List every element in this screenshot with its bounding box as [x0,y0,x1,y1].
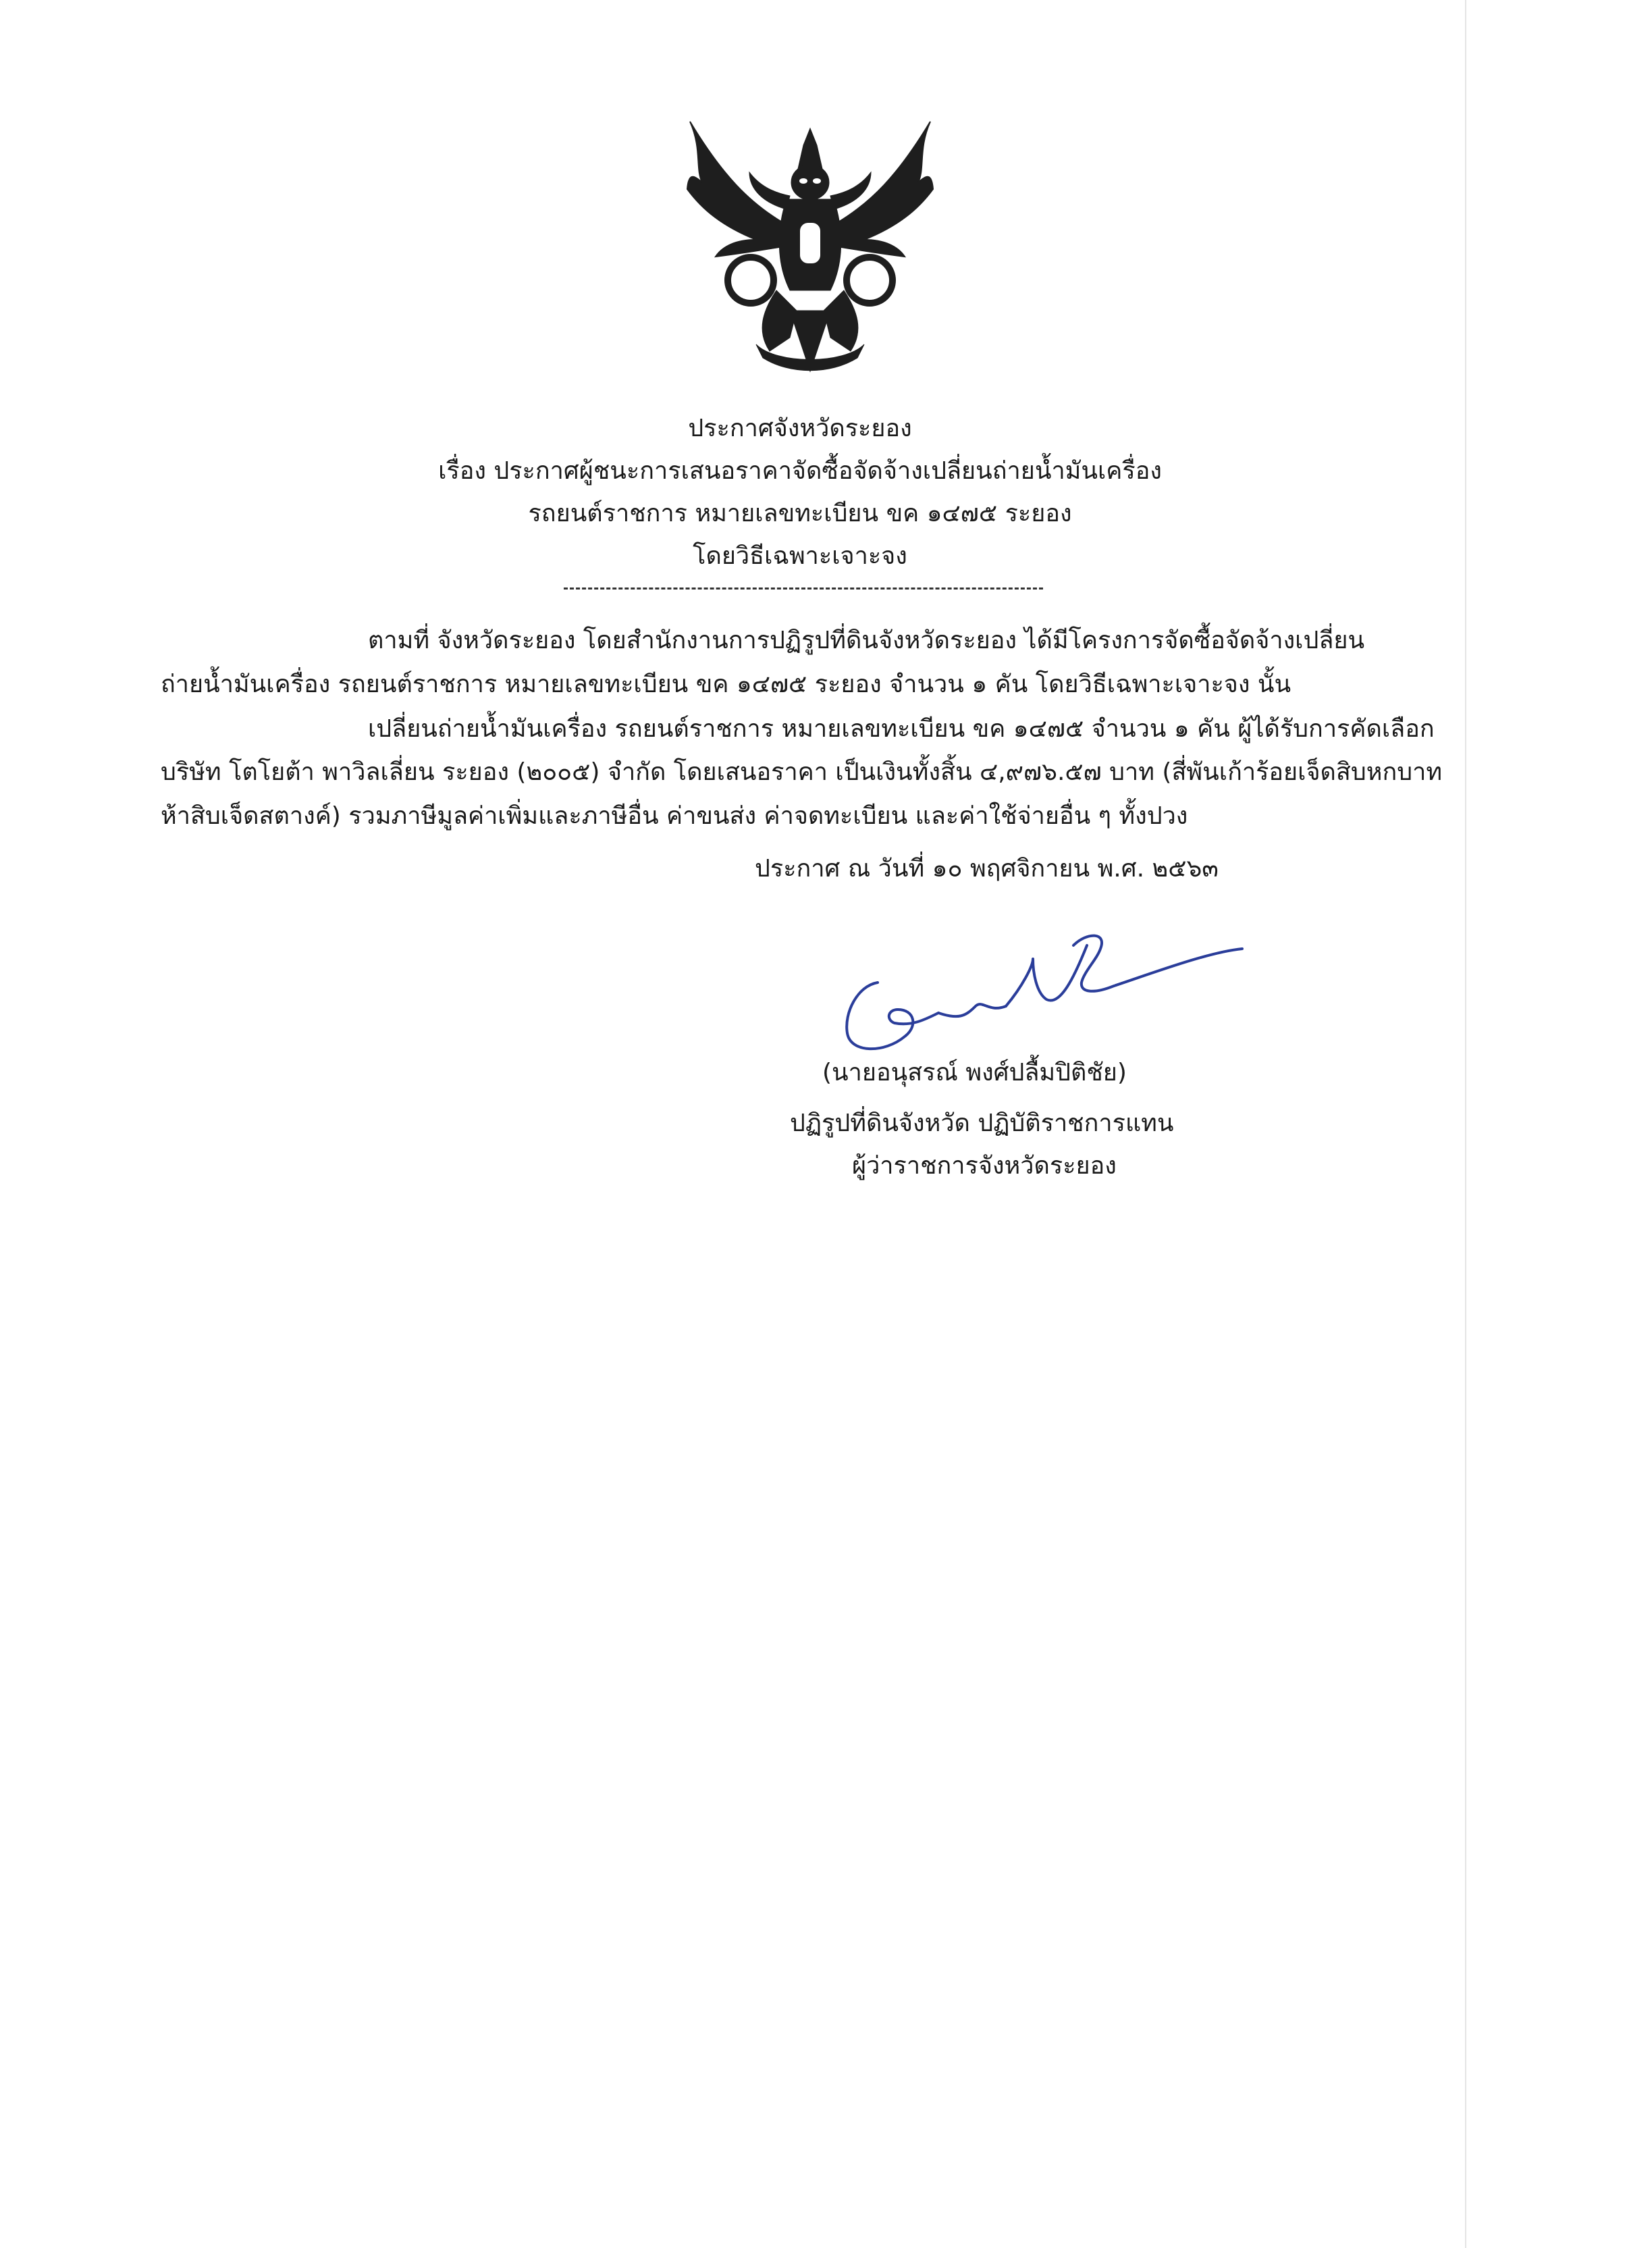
paragraph-2-line-3: ห้าสิบเจ็ดสตางค์) รวมภาษีมูลค่าเพิ่มและภาษีอื่น ค่าขนส่ง ค่าจดทะเบียน และค่าใช้จ่ายอื่น ๆ ทั้งปวง [161,802,1188,830]
subject-line-2: รถยนต์ราชการ หมายเลขทะเบียน ขค ๑๔๗๕ ระยอง [528,500,1072,527]
document-title: ประกาศจังหวัดระยอง [688,415,912,442]
handwritten-signature-image [830,918,1262,1067]
subject-line-1: เรื่อง ประกาศผู้ชนะการเสนอราคาจัดซื้อจัดจ้างเปลี่ยนถ่ายน้ำมันเครื่อง [438,457,1162,485]
garuda-emblem-icon [675,108,945,378]
signatory-position-1: ปฏิรูปที่ดินจังหวัด ปฏิบัติราชการแทน [790,1109,1174,1137]
signatory-position-2: ผู้ว่าราชการจังหวัดระยอง [852,1152,1117,1180]
signatory-name: (นายอนุสรณ์ พงศ์ปลื้มปิติชัย) [822,1059,1127,1087]
paragraph-1-line-2: ถ่ายน้ำมันเครื่อง รถยนต์ราชการ หมายเลขทะเบียน ขค ๑๔๗๕ ระยอง จำนวน ๑ คัน โดยวิธีเฉพาะเจาะจง นั้น [161,671,1291,698]
divider [564,587,1043,590]
announce-date: ประกาศ ณ วันที่ ๑๐ พฤศจิกายน พ.ศ. ๒๕๖๓ [755,855,1219,883]
subject-line-3: โดยวิธีเฉพาะเจาะจง [693,542,907,570]
paragraph-2-line-2: บริษัท โตโยต้า พาวิลเลี่ยน ระยอง (๒๐๐๕) จำกัด โดยเสนอราคา เป็นเงินทั้งสิ้น ๔,๙๗๖.๕๗ บาท (สี่พันเก้าร้อยเจ็ดสิบหกบาท [161,758,1443,786]
page-edge [1465,0,1466,2248]
paragraph-1-line-1: ตามที่ จังหวัดระยอง โดยสำนักงานการปฏิรูปที่ดินจังหวัดระยอง ได้มีโครงการจัดซื้อจัดจ้างเปลี่ยน [368,627,1365,654]
paragraph-2-line-1: เปลี่ยนถ่ายน้ำมันเครื่อง รถยนต์ราชการ หมายเลขทะเบียน ขค ๑๔๗๕ จำนวน ๑ คัน ผู้ได้รับการคัดเลือก [368,715,1435,743]
